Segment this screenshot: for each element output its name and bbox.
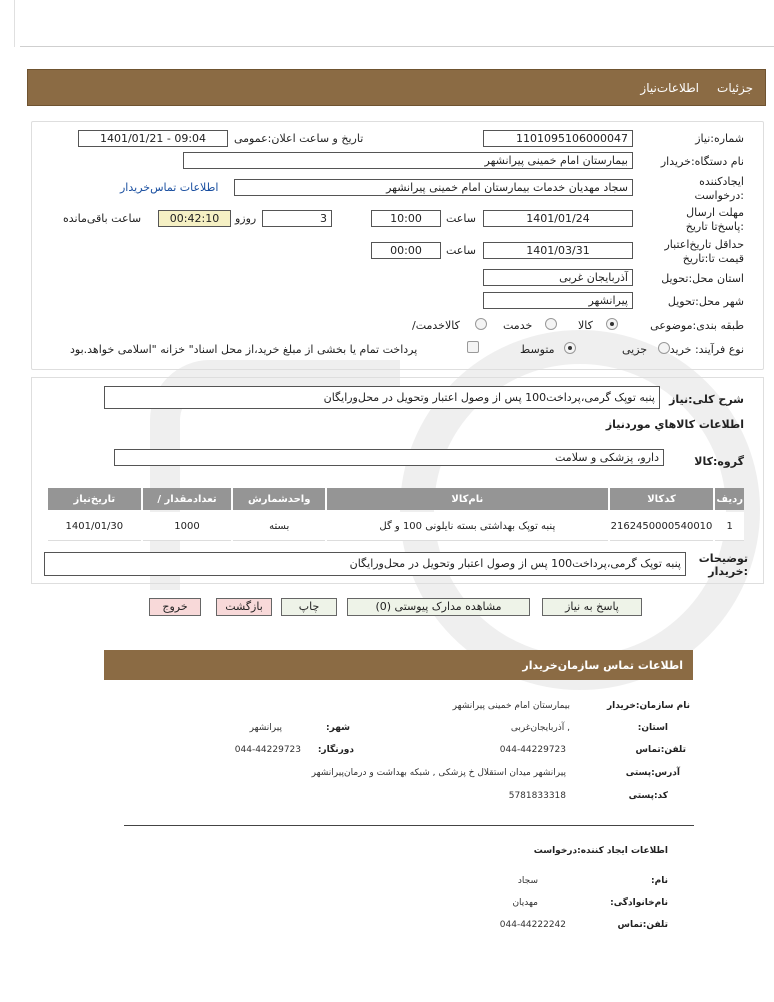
creator-label: ایجادکننده درخواست: bbox=[694, 175, 744, 202]
cell-item-code: 2162450000540010 bbox=[610, 512, 714, 541]
description-label: شرح کلی:نیاز bbox=[669, 393, 744, 406]
process-medium-radio[interactable] bbox=[564, 342, 576, 354]
buyer-notes-field: پنبه توپک گرمی،پرداخت100 پس از وصول اعتبار وتحویل در محل‌ورایگان bbox=[44, 552, 686, 576]
reply-button[interactable]: پاسخ به نیاز bbox=[542, 598, 642, 616]
send-time-field: 10:00 bbox=[371, 210, 441, 227]
process-medium-label: متوسط bbox=[520, 343, 555, 356]
address-label: آدرس:پستی bbox=[625, 768, 680, 778]
creator-field: سجاد مهدیان خدمات بیمارستان امام خمینی پیرانشهر bbox=[234, 179, 633, 196]
city-label: شهر محل:تحویل bbox=[667, 295, 744, 308]
fax-label: :دورنگار bbox=[317, 745, 354, 755]
process-minor-radio[interactable] bbox=[658, 342, 670, 354]
contact-header bbox=[104, 650, 693, 680]
day-label: روزو bbox=[235, 212, 257, 225]
category-service-radio[interactable] bbox=[545, 318, 557, 330]
days-field: 3 bbox=[262, 210, 332, 227]
th-item-code: کدکالا bbox=[610, 488, 714, 510]
phone-value: 044-44229723 bbox=[499, 745, 566, 755]
postal-label: کد:پستی bbox=[628, 791, 668, 801]
family-value: مهدیان bbox=[512, 898, 538, 908]
price-time-label: ساعت bbox=[446, 244, 476, 257]
cell-unit: بسته bbox=[233, 512, 325, 541]
city-contact-value: پیرانشهر bbox=[249, 723, 282, 733]
attachments-button[interactable]: مشاهده مدارک پیوستی (0) bbox=[347, 598, 530, 616]
category-goods-service-radio[interactable] bbox=[475, 318, 487, 330]
cell-row: 1 bbox=[715, 512, 744, 541]
announce-field: 1401/01/21 - 09:04 bbox=[78, 130, 228, 147]
province-contact-label: :استان bbox=[637, 723, 668, 733]
payment-checkbox[interactable] bbox=[467, 341, 479, 353]
creator-phone-value: 044-44222242 bbox=[499, 920, 566, 930]
city-contact-label: :شهر bbox=[326, 723, 350, 733]
process-minor-label: جزیی bbox=[622, 343, 648, 356]
table-header-row bbox=[48, 488, 744, 510]
th-unit: واحدشمارش bbox=[233, 488, 325, 510]
section-divider bbox=[124, 825, 694, 826]
exit-button[interactable]: خروج bbox=[149, 598, 201, 616]
org-value: بیمارستان امام خمینی پیرانشهر bbox=[452, 701, 570, 711]
table-row bbox=[48, 512, 744, 541]
postal-value: 5781833318 bbox=[508, 791, 566, 801]
province-contact-value: آذربایجان‌غربی , bbox=[510, 723, 570, 733]
buyer-label: نام دستگاه:خریدار bbox=[660, 155, 744, 168]
family-label: :نام‌خانوادگی bbox=[610, 898, 668, 908]
tab-need-info[interactable]: اطلاعات‌نیاز bbox=[640, 81, 699, 95]
name-value: سجاد bbox=[517, 876, 538, 886]
price-deadline-label: حداقل تاریخ‌اعتبار قیمت تا:تاریخ bbox=[664, 238, 744, 265]
city-field: پیرانشهر bbox=[483, 292, 633, 309]
need-number-field: 1101095106000047 bbox=[483, 130, 633, 147]
th-item-name: نام‌کالا bbox=[327, 488, 608, 510]
send-time-label: ساعت bbox=[446, 212, 476, 225]
province-field: آذربایجان غربی bbox=[483, 269, 633, 286]
remaining-time-field: 00:42:10 bbox=[158, 210, 231, 227]
address-value: پیرانشهر میدان استقلال خ پزشکی , شبکه بهداشت و درمان‌پیرانشهر bbox=[311, 768, 566, 778]
description-field: پنبه توپک گرمی،پرداخت100 پس از وصول اعتبار وتحویل در محل‌ورایگان bbox=[104, 386, 660, 409]
category-service-label: خدمت bbox=[503, 319, 533, 332]
group-label: گروه:کالا bbox=[694, 455, 744, 468]
tab-details[interactable]: جزئیات bbox=[717, 81, 753, 95]
need-number-label: شماره:نیاز bbox=[695, 132, 744, 145]
buyer-field: بیمارستان امام خمینی پیرانشهر bbox=[183, 152, 633, 169]
contact-title: اطلاعات تماس سازمان‌خریدار bbox=[522, 659, 683, 672]
th-quantity: / تعدادمقدار bbox=[143, 488, 232, 510]
cell-item-name: پنبه توپک بهداشتی بسته نایلونی 100 و گل bbox=[327, 512, 608, 541]
cell-need-date: 1401/01/30 bbox=[48, 512, 141, 541]
buyer-contact-link[interactable]: اطلاعات تماس‌خریدار bbox=[120, 181, 219, 194]
remaining-label: ساعت باقی‌مانده bbox=[63, 212, 142, 225]
fax-value: 044-44229723 bbox=[234, 745, 301, 755]
cell-quantity: 1000 bbox=[143, 512, 232, 541]
category-goods-service-label: /کالاخدمت bbox=[412, 319, 460, 332]
province-label: استان محل:تحویل bbox=[661, 272, 744, 285]
group-field: دارو، پزشکی و سلامت bbox=[114, 449, 664, 466]
phone-label: تلفن:تماس bbox=[635, 745, 686, 755]
creator-phone-label: تلفن:تماس bbox=[617, 920, 668, 930]
buyer-notes-label: توضیحات :خریدار bbox=[698, 552, 748, 578]
org-label: نام سازمان:خریدار bbox=[606, 701, 690, 711]
category-label: طبقه بندی:موضوعی bbox=[650, 319, 744, 332]
th-need-date: تاریخ‌نیاز bbox=[48, 488, 141, 510]
goods-info-title: اطلاعات کالاهاي موردنياز bbox=[605, 418, 744, 431]
send-deadline-label: مهلت ارسال :پاسخ‌تا تاریخ bbox=[685, 206, 744, 233]
page-header bbox=[27, 69, 766, 106]
category-goods-label: کالا bbox=[578, 319, 593, 332]
payment-note: پرداخت تمام یا بخشی از مبلغ خرید،از محل اسناد" خزانه "اسلامی خواهد.بود bbox=[70, 343, 418, 356]
send-date-field: 1401/01/24 bbox=[483, 210, 633, 227]
announce-label: تاریخ و ساعت اعلان:عمومی bbox=[234, 132, 364, 145]
print-button[interactable]: چاپ bbox=[281, 598, 337, 616]
price-time-field: 00:00 bbox=[371, 242, 441, 259]
creator-info-title: اطلاعات ایجاد کننده:درخواست bbox=[533, 846, 668, 856]
category-goods-radio[interactable] bbox=[606, 318, 618, 330]
price-date-field: 1401/03/31 bbox=[483, 242, 633, 259]
name-label: :نام bbox=[651, 876, 668, 886]
items-table bbox=[46, 486, 746, 543]
process-label: نوع فرآیند: خرید bbox=[669, 343, 744, 356]
top-divider bbox=[20, 46, 774, 47]
left-border bbox=[14, 0, 15, 47]
th-row: ردیف bbox=[715, 488, 744, 510]
back-button[interactable]: بازگشت bbox=[216, 598, 272, 616]
